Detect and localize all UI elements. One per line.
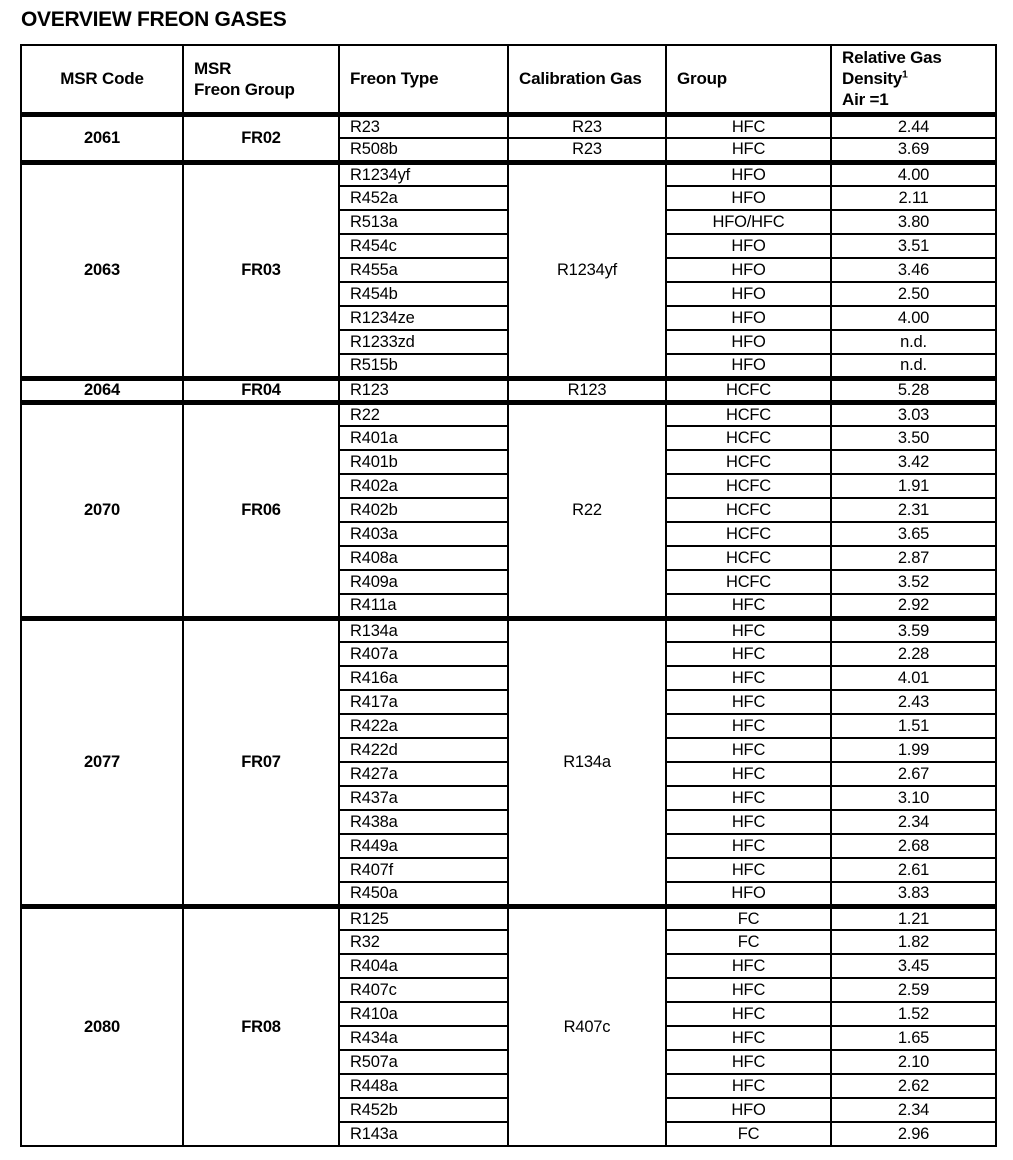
density-cell: 3.10 [831, 786, 996, 810]
freon-type-cell: R455a [339, 258, 508, 282]
group-cell: HFO [666, 1098, 831, 1122]
freon-type-cell: R23 [339, 114, 508, 138]
freon-type-cell: R401a [339, 426, 508, 450]
group-cell: HFC [666, 1074, 831, 1098]
calibration-gas-cell: R123 [508, 378, 666, 402]
density-cell: 3.46 [831, 258, 996, 282]
freon-type-cell: R134a [339, 618, 508, 642]
density-cell: n.d. [831, 354, 996, 378]
freon-type-cell: R417a [339, 690, 508, 714]
group-cell: HFC [666, 666, 831, 690]
density-cell: 4.00 [831, 306, 996, 330]
freon-type-cell: R454b [339, 282, 508, 306]
column-header-msr-freon-group-line1: MSR [194, 58, 232, 78]
freon-type-cell: R427a [339, 762, 508, 786]
group-cell: HCFC [666, 498, 831, 522]
group-cell: HFC [666, 858, 831, 882]
freon-type-cell: R407a [339, 642, 508, 666]
freon-type-cell: R434a [339, 1026, 508, 1050]
column-header-density-line3: Air =1 [842, 90, 889, 110]
table-row [21, 162, 996, 186]
density-cell: 1.21 [831, 906, 996, 930]
freon-type-cell: R449a [339, 834, 508, 858]
calibration-gas-cell: R407c [508, 906, 666, 1146]
msr-freon-group-cell: FR04 [183, 378, 339, 402]
density-cell: 3.42 [831, 450, 996, 474]
freon-type-cell: R123 [339, 378, 508, 402]
freon-type-cell: R513a [339, 210, 508, 234]
group-cell: HFC [666, 618, 831, 642]
group-cell: HFC [666, 810, 831, 834]
msr-freon-group-cell: FR03 [183, 162, 339, 378]
group-cell: FC [666, 930, 831, 954]
density-cell: n.d. [831, 330, 996, 354]
group-2064 [21, 378, 996, 402]
group-cell: HFC [666, 642, 831, 666]
freon-gases-table [20, 44, 997, 1147]
density-cell: 1.51 [831, 714, 996, 738]
column-header-freon-type-label: Freon Type [350, 69, 439, 89]
density-cell: 2.34 [831, 1098, 996, 1122]
column-header-msr-code [21, 45, 183, 114]
group-cell: HCFC [666, 522, 831, 546]
group-cell: FC [666, 1122, 831, 1146]
density-cell: 5.28 [831, 378, 996, 402]
density-cell: 3.65 [831, 522, 996, 546]
group-2070 [21, 402, 996, 618]
group-2080 [21, 906, 996, 1146]
density-cell: 3.69 [831, 138, 996, 162]
freon-type-cell: R448a [339, 1074, 508, 1098]
column-header-calibration-gas-label: Calibration Gas [519, 69, 642, 89]
density-cell: 2.31 [831, 498, 996, 522]
density-cell: 3.03 [831, 402, 996, 426]
msr-code-cell: 2077 [21, 618, 183, 906]
freon-type-cell: R1233zd [339, 330, 508, 354]
column-header-group [666, 45, 831, 114]
density-cell: 2.43 [831, 690, 996, 714]
density-cell: 2.68 [831, 834, 996, 858]
calibration-gas-cell: R1234yf [508, 162, 666, 378]
group-cell: HFC [666, 738, 831, 762]
freon-type-cell: R402a [339, 474, 508, 498]
freon-type-cell: R410a [339, 1002, 508, 1026]
msr-freon-group-cell: FR08 [183, 906, 339, 1146]
group-2077 [21, 618, 996, 906]
group-cell: HFO [666, 282, 831, 306]
freon-type-cell: R32 [339, 930, 508, 954]
group-cell: HFO/HFC [666, 210, 831, 234]
density-cell: 3.45 [831, 954, 996, 978]
density-cell: 3.80 [831, 210, 996, 234]
column-header-msr-code-label: MSR Code [60, 69, 144, 89]
group-cell: HFC [666, 1002, 831, 1026]
density-cell: 2.59 [831, 978, 996, 1002]
group-cell: HFC [666, 594, 831, 618]
group-cell: HFC [666, 786, 831, 810]
density-cell: 2.62 [831, 1074, 996, 1098]
group-cell: HFO [666, 186, 831, 210]
density-cell: 1.99 [831, 738, 996, 762]
group-cell: HFC [666, 690, 831, 714]
column-header-calibration-gas [508, 45, 666, 114]
freon-type-cell: R403a [339, 522, 508, 546]
msr-code-cell: 2080 [21, 906, 183, 1146]
freon-type-cell: R452a [339, 186, 508, 210]
density-cell: 4.01 [831, 666, 996, 690]
freon-type-cell: R450a [339, 882, 508, 906]
group-cell: HFO [666, 306, 831, 330]
freon-type-cell: R407f [339, 858, 508, 882]
group-cell: HFO [666, 162, 831, 186]
freon-type-cell: R508b [339, 138, 508, 162]
table-row [21, 378, 996, 402]
header-row [21, 45, 996, 114]
msr-code-cell: 2061 [21, 114, 183, 162]
freon-type-cell: R402b [339, 498, 508, 522]
group-cell: HCFC [666, 378, 831, 402]
group-cell: HFC [666, 834, 831, 858]
column-header-density-line2: Density [842, 69, 903, 89]
freon-type-cell: R422d [339, 738, 508, 762]
freon-type-cell: R401b [339, 450, 508, 474]
column-header-msr-freon-group-line2: Freon Group [194, 79, 295, 99]
group-cell: HFC [666, 762, 831, 786]
group-cell: HCFC [666, 426, 831, 450]
freon-type-cell: R452b [339, 1098, 508, 1122]
group-cell: HFO [666, 882, 831, 906]
group-cell: HCFC [666, 474, 831, 498]
column-header-group-label: Group [677, 69, 727, 89]
column-header-msr-freon-group [183, 45, 339, 114]
freon-type-cell: R454c [339, 234, 508, 258]
density-cell: 1.91 [831, 474, 996, 498]
table-row [21, 114, 996, 138]
msr-freon-group-cell: FR02 [183, 114, 339, 162]
density-cell: 2.67 [831, 762, 996, 786]
freon-type-cell: R409a [339, 570, 508, 594]
density-cell: 2.50 [831, 282, 996, 306]
calibration-gas-cell: R134a [508, 618, 666, 906]
freon-type-cell: R1234yf [339, 162, 508, 186]
group-cell: HFC [666, 714, 831, 738]
freon-type-cell: R507a [339, 1050, 508, 1074]
density-cell: 2.11 [831, 186, 996, 210]
density-cell: 2.34 [831, 810, 996, 834]
group-cell: HCFC [666, 402, 831, 426]
page-title: OVERVIEW FREON GASES [21, 8, 287, 31]
column-header-density-line1: Relative Gas [842, 47, 942, 67]
density-cell: 3.51 [831, 234, 996, 258]
freon-type-cell: R438a [339, 810, 508, 834]
density-cell: 2.44 [831, 114, 996, 138]
freon-type-cell: R143a [339, 1122, 508, 1146]
group-cell: FC [666, 906, 831, 930]
group-cell: HFC [666, 138, 831, 162]
freon-type-cell: R1234ze [339, 306, 508, 330]
group-2063 [21, 162, 996, 378]
group-cell: HFO [666, 258, 831, 282]
density-cell: 4.00 [831, 162, 996, 186]
group-cell: HFC [666, 978, 831, 1002]
table-row [21, 402, 996, 426]
density-cell: 2.10 [831, 1050, 996, 1074]
group-cell: HFO [666, 330, 831, 354]
calibration-gas-cell: R22 [508, 402, 666, 618]
freon-type-cell: R407c [339, 978, 508, 1002]
group-cell: HFO [666, 234, 831, 258]
msr-code-cell: 2064 [21, 378, 183, 402]
freon-type-cell: R22 [339, 402, 508, 426]
density-cell: 3.52 [831, 570, 996, 594]
density-cell: 1.52 [831, 1002, 996, 1026]
density-cell: 2.61 [831, 858, 996, 882]
freon-type-cell: R515b [339, 354, 508, 378]
freon-type-cell: R408a [339, 546, 508, 570]
density-cell: 3.83 [831, 882, 996, 906]
freon-type-cell: R437a [339, 786, 508, 810]
density-footnote-marker: 1 [902, 68, 908, 81]
table-row [21, 618, 996, 642]
group-cell: HFC [666, 954, 831, 978]
density-cell: 1.82 [831, 930, 996, 954]
msr-code-cell: 2070 [21, 402, 183, 618]
column-header-density [831, 45, 996, 114]
density-cell: 3.59 [831, 618, 996, 642]
msr-freon-group-cell: FR07 [183, 618, 339, 906]
table-row [21, 906, 996, 930]
calibration-gas-cell: R23 [508, 138, 666, 162]
density-cell: 1.65 [831, 1026, 996, 1050]
freon-type-cell: R416a [339, 666, 508, 690]
density-cell: 2.87 [831, 546, 996, 570]
group-cell: HFC [666, 1050, 831, 1074]
column-header-freon-type [339, 45, 508, 114]
freon-type-cell: R404a [339, 954, 508, 978]
freon-type-cell: R125 [339, 906, 508, 930]
freon-type-cell: R411a [339, 594, 508, 618]
group-cell: HFC [666, 114, 831, 138]
group-2061 [21, 114, 996, 162]
freon-type-cell: R422a [339, 714, 508, 738]
group-cell: HFC [666, 1026, 831, 1050]
msr-freon-group-cell: FR06 [183, 402, 339, 618]
table-header [21, 45, 996, 114]
calibration-gas-cell: R23 [508, 114, 666, 138]
group-cell: HCFC [666, 570, 831, 594]
msr-code-cell: 2063 [21, 162, 183, 378]
density-cell: 2.96 [831, 1122, 996, 1146]
density-cell: 2.28 [831, 642, 996, 666]
group-cell: HCFC [666, 546, 831, 570]
group-cell: HFO [666, 354, 831, 378]
group-cell: HCFC [666, 450, 831, 474]
density-cell: 3.50 [831, 426, 996, 450]
density-cell: 2.92 [831, 594, 996, 618]
